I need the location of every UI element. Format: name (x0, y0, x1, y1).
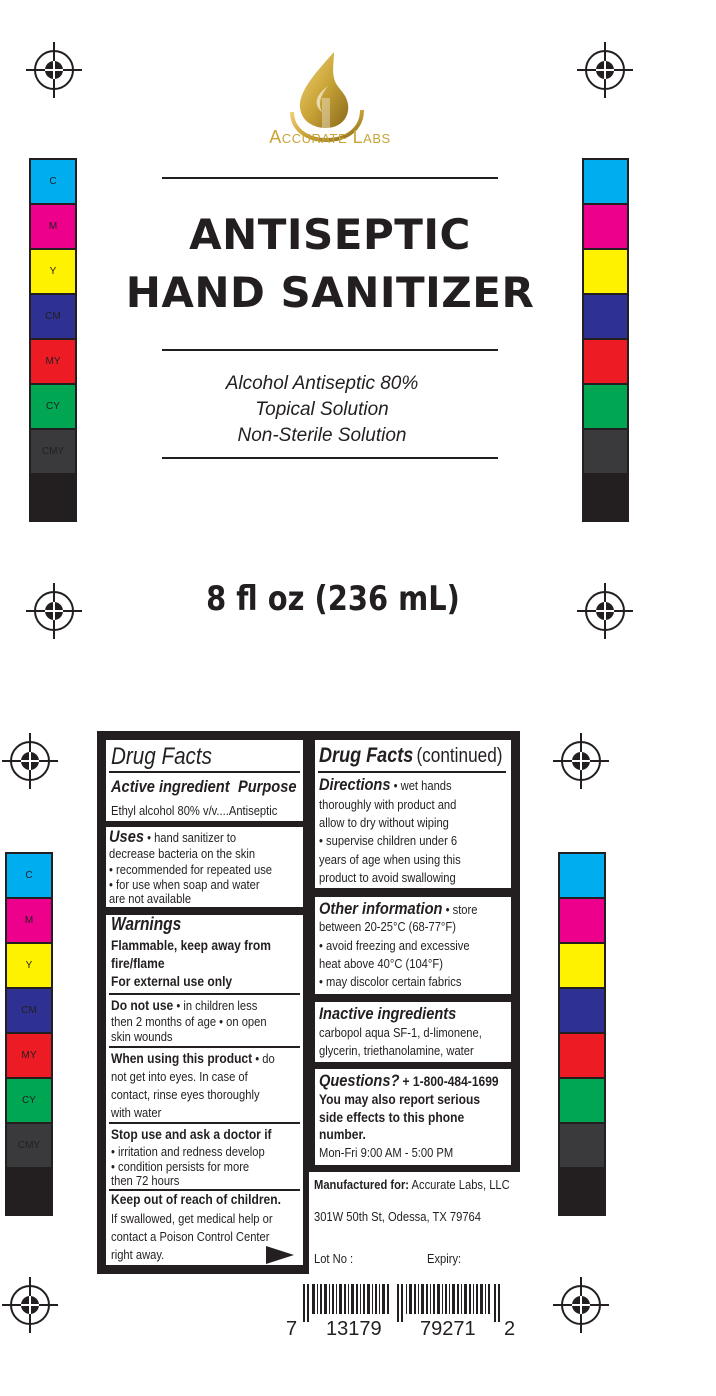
swatch-cy (584, 385, 627, 430)
swatch-k (584, 475, 627, 520)
directions-heading: Directions (319, 775, 391, 794)
barcode-group-1: 13179 (326, 1318, 382, 1340)
swatch-y (560, 944, 604, 989)
swatch-cm: CM (31, 295, 75, 340)
uses-line: • for use when soap and water (109, 877, 260, 892)
purpose-heading: Purpose (238, 777, 297, 796)
swatch-c: C (31, 160, 75, 205)
active-ingredient-heading: Active ingredient (111, 777, 230, 796)
subtitle-line: Topical Solution (255, 399, 389, 420)
color-bar-bottom-left (5, 852, 53, 1216)
product-title-line: HAND SANITIZER (125, 268, 535, 317)
inactive-heading: Inactive ingredients (319, 1004, 457, 1023)
when-using-line: with water (111, 1105, 162, 1120)
continued-suffix: (continued) (416, 745, 503, 767)
swatch-k (560, 1169, 604, 1214)
barcode-group-2: 79271 (420, 1318, 476, 1340)
questions-line (319, 1072, 499, 1090)
keep-out-line: right away. (111, 1247, 165, 1262)
swatch-m: M (31, 205, 75, 250)
do-not-use-heading: Do not use (111, 997, 174, 1013)
swatch-y (584, 250, 627, 295)
drug-facts-inactive-box (315, 1002, 511, 1062)
product-volume: 8 fl oz (236 mL) (206, 579, 460, 619)
product-title (120, 206, 540, 322)
other-info-line: between 20-25°C (68-77°F) (319, 919, 456, 934)
flammable-warning: fire/flame (111, 955, 165, 971)
when-using-text: • do (255, 1051, 275, 1066)
stop-use-heading: Stop use and ask a doctor if (111, 1126, 272, 1142)
continue-arrow-icon (266, 1246, 294, 1264)
stop-use-line: then 72 hours (111, 1173, 180, 1188)
warnings-heading: Warnings (111, 914, 182, 934)
swatch-cm (560, 989, 604, 1034)
other-info-line: • may discolor certain fabrics (319, 974, 462, 989)
divider (109, 1122, 300, 1124)
other-info-line: heat above 40°C (104°F) (319, 956, 443, 971)
swatch-cmy: CMY (31, 430, 75, 475)
registration-mark (553, 1277, 609, 1333)
swatch-cmy (560, 1124, 604, 1169)
continued-title-text: Drug Facts (319, 744, 414, 767)
directions-line (319, 776, 452, 794)
product-subtitle (162, 371, 482, 449)
color-bar-bottom-right (558, 852, 606, 1216)
lot-label: Lot No : (314, 1251, 354, 1266)
directions-line: • supervise children under 6 (319, 833, 458, 848)
divider (109, 1046, 300, 1048)
swatch-my (560, 1034, 604, 1079)
swatch-cm: CM (7, 989, 51, 1034)
when-using-line: contact, rinse eyes thoroughly (111, 1087, 260, 1102)
uses-line: • recommended for repeated use (109, 862, 273, 877)
stop-use-line: • irritation and redness develop (111, 1144, 265, 1159)
swatch-m (584, 205, 627, 250)
questions-report-line: You may also report serious (319, 1091, 481, 1107)
registration-mark (26, 583, 82, 639)
uses-heading: Uses (109, 827, 144, 846)
uses-text: • hand sanitizer to (147, 830, 237, 845)
swatch-my: MY (7, 1034, 51, 1079)
drug-facts-uses-box (106, 827, 303, 907)
uses-line (109, 828, 236, 846)
continued-title (319, 744, 503, 770)
swatch-cmy: CMY (7, 1124, 51, 1169)
drug-facts-questions-box (315, 1069, 511, 1165)
swatch-cy (560, 1079, 604, 1124)
swatch-cy: CY (7, 1079, 51, 1124)
divider (109, 771, 300, 773)
drug-facts-directions-box (315, 740, 511, 888)
registration-mark (26, 42, 82, 98)
uses-line: decrease bacteria on the skin (109, 846, 256, 861)
registration-mark (2, 733, 58, 789)
manufacturer-address: 301W 50th St, Odessa, TX 79764 (314, 1209, 481, 1224)
color-bar-top-right (582, 158, 629, 522)
swatch-m: M (7, 899, 51, 944)
swatch-k: K (7, 1169, 51, 1214)
questions-phone: + 1-800-484-1699 (402, 1073, 499, 1089)
swatch-y: Y (31, 250, 75, 295)
uses-line: are not available (109, 891, 192, 906)
swatch-c (560, 854, 604, 899)
product-title-line: ANTISEPTIC (189, 210, 471, 259)
manufacturer-line (314, 1177, 510, 1192)
questions-heading: Questions? (319, 1071, 400, 1090)
questions-report-line: side effects to this phone (319, 1109, 465, 1125)
drug-facts-other-info-box (315, 897, 511, 994)
do-not-use-line: then 2 months of age • on open (111, 1014, 267, 1029)
divider (162, 177, 498, 179)
other-info-line: • avoid freezing and excessive (319, 938, 470, 953)
flammable-warning: Flammable, keep away from (111, 937, 271, 953)
swatch-c: C (7, 854, 51, 899)
divider (109, 993, 300, 995)
swatch-c (584, 160, 627, 205)
directions-line: allow to dry without wiping (319, 815, 449, 830)
inactive-line: carbopol aqua SF-1, d-limonene, (319, 1025, 482, 1040)
brand-name: Accurate Labs (269, 127, 391, 147)
directions-text: • wet hands (393, 778, 452, 793)
registration-mark (2, 1277, 58, 1333)
expiry-label: Expiry: (427, 1251, 462, 1266)
swatch-m (560, 899, 604, 944)
when-using-heading: When using this product (111, 1050, 253, 1066)
registration-mark (577, 583, 633, 639)
keep-out-heading: Keep out of reach of children. (111, 1191, 281, 1207)
subtitle-line: Alcohol Antiseptic 80% (225, 373, 419, 394)
keep-out-line: If swallowed, get medical help or (111, 1211, 273, 1226)
manufacturer-name: Accurate Labs, LLC (411, 1177, 510, 1192)
subtitle-line: Non-Sterile Solution (237, 425, 407, 446)
directions-line: thoroughly with product and (319, 797, 457, 812)
manufactured-label: Manufactured for: (314, 1177, 410, 1192)
keep-out-line: contact a Poison Control Center (111, 1229, 270, 1244)
other-info-text: • store (445, 902, 478, 917)
do-not-use-line (111, 997, 257, 1014)
active-ingredient-line: Ethyl alcohol 80% v/v....Antiseptic (111, 803, 278, 818)
swatch-y: Y (7, 944, 51, 989)
swatch-k: K (31, 475, 75, 520)
swatch-cmy (584, 430, 627, 475)
drug-facts-panel (97, 731, 520, 1274)
drug-facts-warnings-box (106, 915, 303, 1265)
manufacturer-area (309, 1172, 520, 1274)
questions-report-line: number. (319, 1126, 366, 1142)
color-bar-top-left (29, 158, 77, 522)
other-info-line (319, 900, 477, 918)
when-using-line: not get into eyes. In case of (111, 1069, 248, 1084)
divider (162, 349, 498, 351)
stop-use-line: • condition persists for more (111, 1159, 250, 1174)
swatch-my (584, 340, 627, 385)
barcode-digit-right: 2 (504, 1318, 516, 1340)
do-not-use-text: • in children less (176, 998, 258, 1013)
questions-hours: Mon-Fri 9:00 AM - 5:00 PM (319, 1145, 454, 1160)
directions-line: years of age when using this (319, 852, 461, 867)
swatch-cm (584, 295, 627, 340)
registration-mark (577, 42, 633, 98)
swatch-my: MY (31, 340, 75, 385)
barcode (303, 1284, 500, 1322)
when-using-line (111, 1050, 275, 1067)
barcode-digit-left: 7 (286, 1318, 298, 1340)
external-use-warning: For external use only (111, 973, 233, 989)
registration-mark (553, 733, 609, 789)
swatch-cy: CY (31, 385, 75, 430)
do-not-use-line: skin wounds (111, 1029, 173, 1044)
other-info-heading: Other information (319, 899, 443, 918)
divider (318, 771, 506, 773)
drug-facts-active-box (106, 740, 303, 821)
drug-facts-title: Drug Facts (111, 743, 212, 770)
inactive-line: glycerin, triethanolamine, water (319, 1043, 474, 1058)
directions-line: product to avoid swallowing (319, 870, 456, 885)
divider (162, 457, 498, 459)
